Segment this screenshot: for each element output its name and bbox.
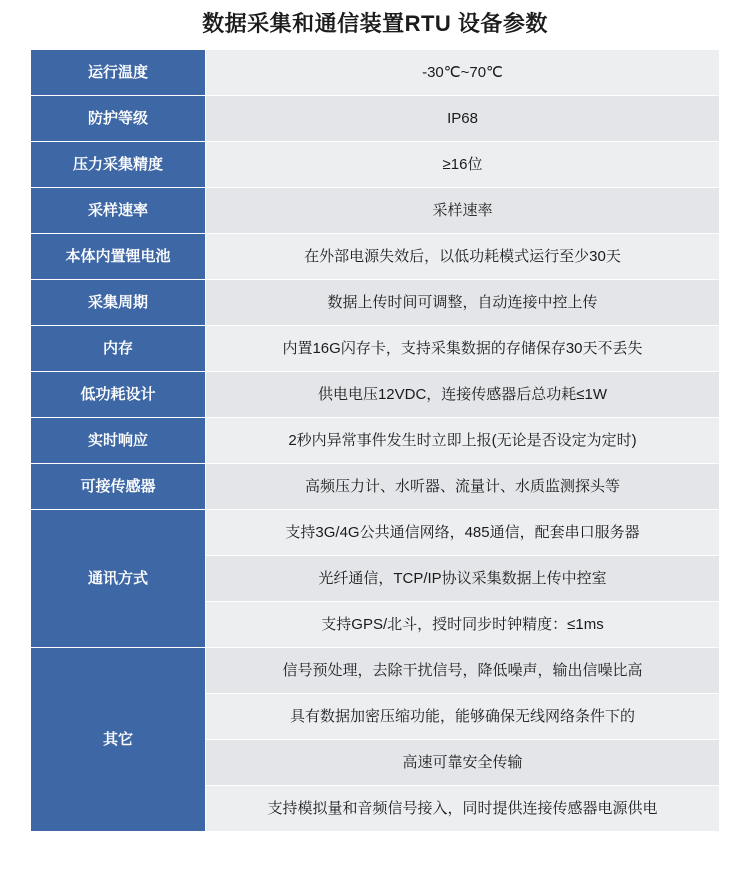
table-row: [31, 50, 720, 96]
table-body: [31, 50, 720, 832]
row-label: 其它: [31, 648, 206, 832]
row-value: ≥16位: [206, 142, 720, 188]
row-value: 支持GPS/北斗，授时同步时钟精度：≤1ms: [206, 602, 720, 648]
row-label: 内存: [31, 326, 206, 372]
row-value: 信号预处理，去除干扰信号，降低噪声，输出信噪比高: [206, 648, 720, 694]
row-value: 数据上传时间可调整，自动连接中控上传: [206, 280, 720, 326]
row-label: 运行温度: [31, 50, 206, 96]
row-value: 具有数据加密压缩功能，能够确保无线网络条件下的: [206, 694, 720, 740]
table-row: [31, 234, 720, 280]
row-value: 光纤通信，TCP/IP协议采集数据上传中控室: [206, 556, 720, 602]
table-row: [31, 96, 720, 142]
row-value: 内置16G闪存卡，支持采集数据的存储保存30天不丢失: [206, 326, 720, 372]
table-row: [31, 280, 720, 326]
specification-table: [30, 49, 720, 832]
row-value: 支持3G/4G公共通信网络，485通信，配套串口服务器: [206, 510, 720, 556]
row-value: 高速可靠安全传输: [206, 740, 720, 786]
row-label: 本体内置锂电池: [31, 234, 206, 280]
row-value: 支持模拟量和音频信号接入，同时提供连接传感器电源供电: [206, 786, 720, 832]
row-value: 高频压力计、水听器、流量计、水质监测探头等: [206, 464, 720, 510]
row-label: 采样速率: [31, 188, 206, 234]
table-row: [31, 326, 720, 372]
row-value: IP68: [206, 96, 720, 142]
table-row: [31, 464, 720, 510]
table-row: [31, 510, 720, 556]
row-value: 供电电压12VDC，连接传感器后总功耗≤1W: [206, 372, 720, 418]
row-value: 采样速率: [206, 188, 720, 234]
row-value: -30℃~70℃: [206, 50, 720, 96]
row-value: 在外部电源失效后，以低功耗模式运行至少30天: [206, 234, 720, 280]
table-row: [31, 188, 720, 234]
page-title: 数据采集和通信装置RTU 设备参数: [202, 11, 548, 36]
table-row: [31, 372, 720, 418]
table-row: [31, 418, 720, 464]
row-label: 防护等级: [31, 96, 206, 142]
row-value: 2秒内异常事件发生时立即上报(无论是否设定为定时): [206, 418, 720, 464]
row-label: 低功耗设计: [31, 372, 206, 418]
row-label: 实时响应: [31, 418, 206, 464]
row-label: 采集周期: [31, 280, 206, 326]
table-row: [31, 142, 720, 188]
row-label: 可接传感器: [31, 464, 206, 510]
row-label: 通讯方式: [31, 510, 206, 648]
table-row: [31, 648, 720, 694]
row-label: 压力采集精度: [31, 142, 206, 188]
